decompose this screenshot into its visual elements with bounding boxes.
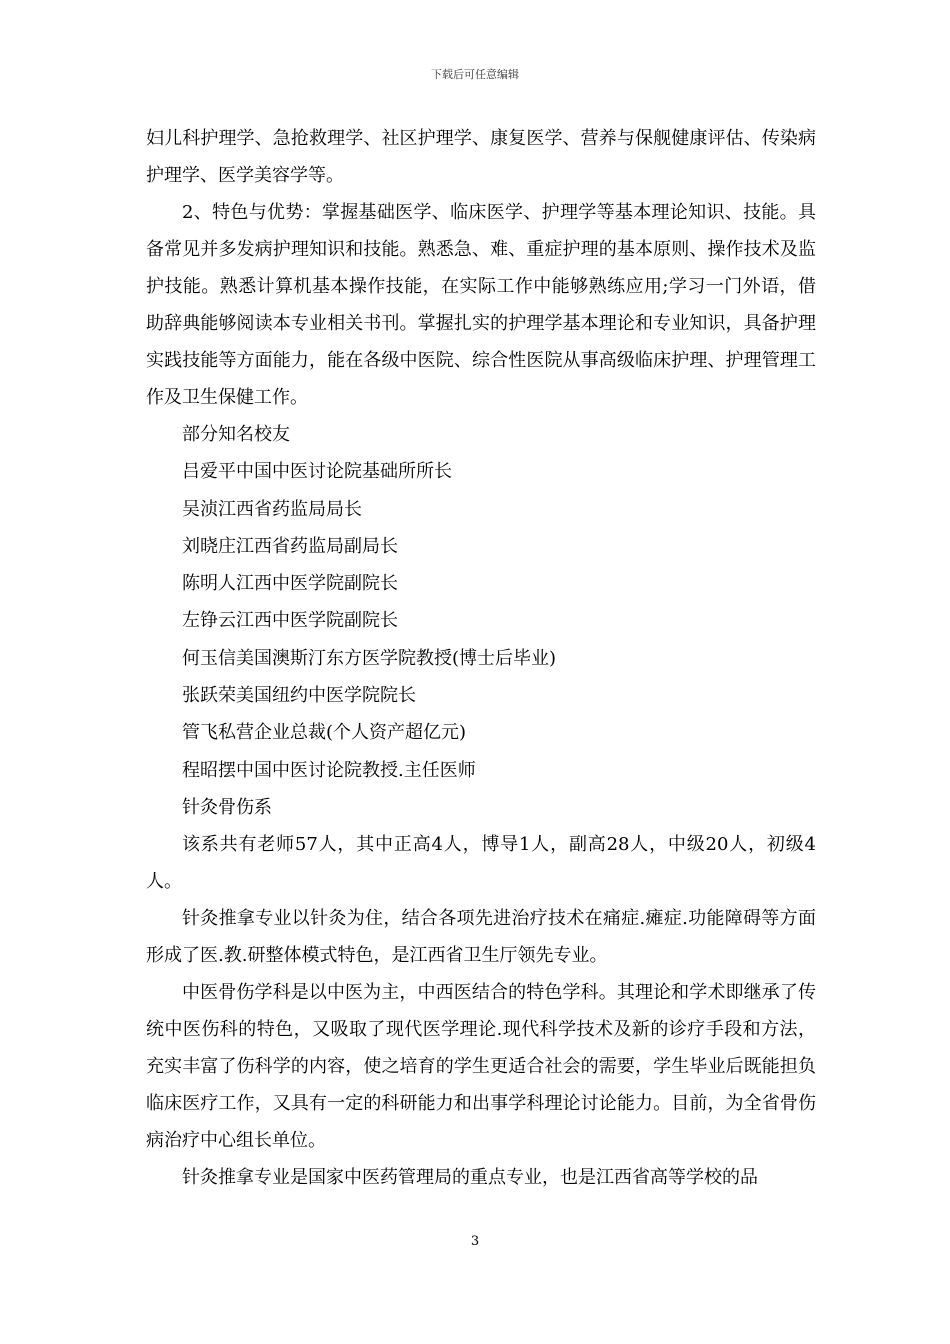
page-number: 3: [470, 1234, 480, 1249]
department-heading: 针灸骨伤系: [182, 796, 272, 818]
list-item: 陈明人江西中医学院副院长: [182, 573, 398, 595]
list-item: 管飞私营企业总裁(个人资产超亿元): [182, 722, 467, 744]
paragraph-key-major: 针灸推拿专业是国家中医药管理局的重点专业，也是江西省高等学校的品: [182, 1167, 758, 1189]
page-header: 下载后可任意编辑: [431, 68, 519, 81]
list-item: 吕爱平中国中医讨论院基础所所长: [182, 461, 452, 483]
list-item: 张跃荣美国纽约中医学院院长: [182, 685, 416, 707]
document-body: [146, 120, 816, 1196]
paragraph-faculty: 该系共有老师57人，其中正高4人，博导1人，副高28人，中级20人，初级4人。: [146, 834, 816, 893]
list-item: 何玉信美国澳斯汀东方医学院教授(博士后毕业): [182, 647, 557, 669]
paragraph-features: 2、特色与优势：掌握基础医学、临床医学、护理学等基本理论知识、技能。具备常见并多发病护理知识和技能。熟悉急、难、重症护理的基本原则、操作技术及监护技能。熟悉计算机基本操作技能，在实际工作中能够熟练应用;学习一门外语，借助辞典能够阅读本专业相关书刊。掌握扎实的护理学基本理论和专业知识，具备护理实践技能等方面能力，能在各级中医院、综合性医院从事高级临床护理、护理管理工作及卫生保健工作。: [146, 202, 816, 408]
list-item: 左铮云江西中医学院副院长: [182, 610, 398, 632]
paragraph-orthopedics: 中医骨伤学科是以中医为主，中西医结合的特色学科。其理论和学术即继承了传统中医伤科的特色，又吸取了现代医学理论.现代科学技术及新的诊疗手段和方法，充实丰富了伤科学的内容，使之培育的学生更适合社会的需要，学生毕业后既能担负临床医疗工作，又具有一定的科研能力和出事学科理论讨论能力。目前，为全省骨伤病治疗中心组长单位。: [146, 982, 816, 1152]
list-item: 刘晓庄江西省药监局副局长: [182, 535, 398, 557]
list-item: 程昭摆中国中医讨论院教授.主任医师: [182, 759, 476, 781]
alumni-heading: 部分知名校友: [182, 424, 290, 445]
paragraph-acupuncture: 针灸推拿专业以针灸为住，结合各项先进治疗技术在痛症.瘫症.功能障碍等方面形成了医.教.研整体模式特色，是江西省卫生厅领先专业。: [146, 908, 816, 967]
alumni-list: [146, 416, 816, 826]
list-item: 吴浈江西省药监局局长: [182, 498, 362, 520]
paragraph-nursing-courses: 妇儿科护理学、急抢救理学、社区护理学、康复医学、营养与保舰健康评估、传染病护理学、医学美容学等。: [146, 128, 816, 186]
